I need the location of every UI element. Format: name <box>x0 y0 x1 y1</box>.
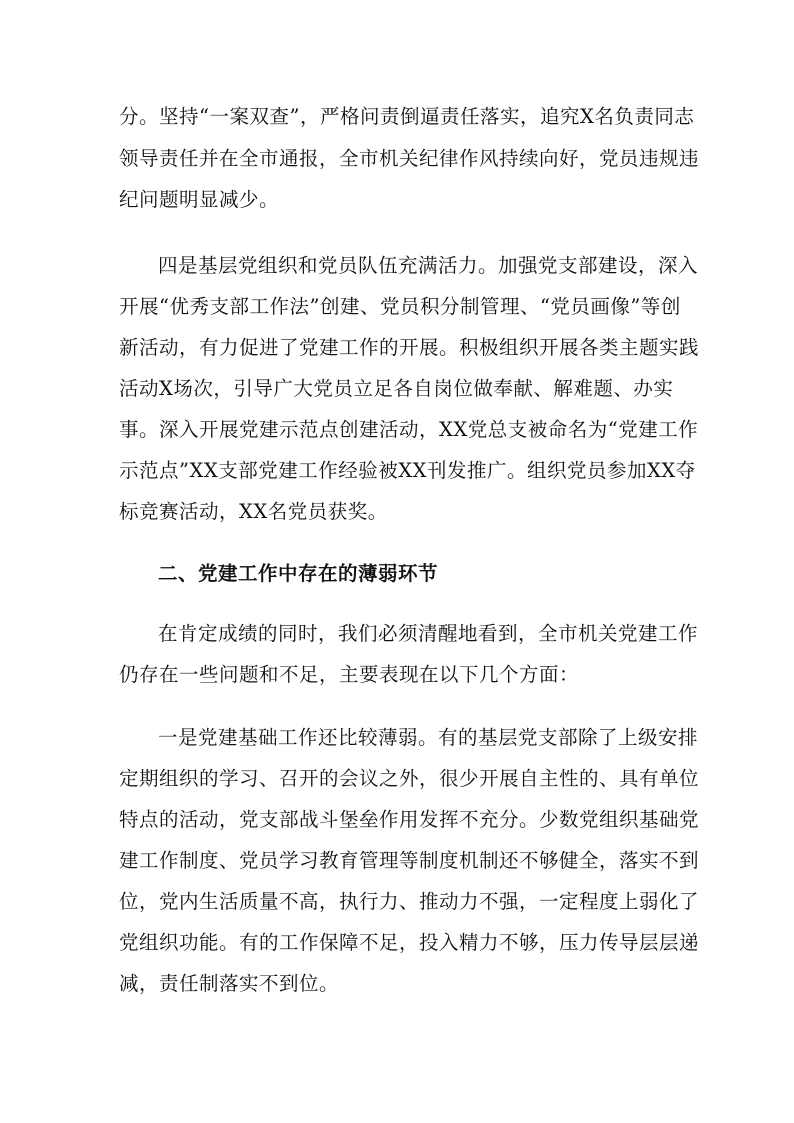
text-line <box>0 759 794 799</box>
text-line <box>0 800 794 840</box>
text-line-content: 活动X场次，引导广大党员立足各自岗位做奉献、解难题、办实 <box>119 377 674 400</box>
section-heading <box>0 554 794 594</box>
text-line <box>0 882 794 922</box>
text-line <box>0 841 794 881</box>
text-line-content: 领导责任并在全市通报，全市机关纪律作风持续向好，党员违规违 <box>119 147 700 170</box>
text-line-content: 党组织功能。有的工作保障不足，投入精力不够，压力传导层层递 <box>119 931 700 954</box>
text-line-content: 四是基层党组织和党员队伍充满活力。加强党支部建设，深入 <box>158 254 699 277</box>
text-line <box>0 614 794 654</box>
text-line <box>0 655 794 695</box>
text-line <box>0 180 794 220</box>
text-line-content: 新活动，有力促进了党建工作的开展。积极组织开展各类主题实践 <box>119 336 700 359</box>
section-heading-text: 二、党建工作中存在的薄弱环节 <box>158 562 439 585</box>
text-line <box>0 328 794 368</box>
text-line-content: 仍存在一些问题和不足，主要表现在以下几个方面： <box>119 663 580 686</box>
text-line-content: 在肯定成绩的同时，我们必须清醒地看到，全市机关党建工作 <box>158 622 699 645</box>
text-line <box>0 718 794 758</box>
text-line <box>0 964 794 1004</box>
text-line <box>0 923 794 963</box>
text-line <box>0 97 794 137</box>
text-line-content: 分。坚持“一案双查”，严格问责倒逼责任落实，追究X名负责同志 <box>119 105 695 128</box>
text-line-content: 纪问题明显减少。 <box>119 188 280 211</box>
text-line-content: 位，党内生活质量不高，执行力、推动力不强，一定程度上弱化了 <box>119 890 700 913</box>
text-line-content: 示范点”XX支部党建工作经验被XX刊发推广。组织党员参加XX夺 <box>119 459 696 482</box>
text-line-content: 减，责任制落实不到位。 <box>119 972 340 995</box>
text-line <box>0 246 794 286</box>
text-line <box>0 410 794 450</box>
text-line <box>0 139 794 179</box>
text-line <box>0 287 794 327</box>
text-line-content: 一是党建基础工作还比较薄弱。有的基层党支部除了上级安排 <box>158 726 699 749</box>
text-line-content: 开展“优秀支部工作法”创建、党员积分制管理、“党员画像”等创 <box>119 295 681 318</box>
text-line-content: 标竞赛活动，XX名党员获奖。 <box>119 500 388 523</box>
text-line <box>0 451 794 491</box>
text-line-content: 事。深入开展党建示范点创建活动，XX党总支被命名为“党建工作 <box>119 418 699 441</box>
text-line-content: 建工作制度、党员学习教育管理等制度机制还不够健全，落实不到 <box>119 849 700 872</box>
text-line-content: 定期组织的学习、召开的会议之外，很少开展自主性的、具有单位 <box>119 767 700 790</box>
text-line <box>0 492 794 532</box>
text-line <box>0 369 794 409</box>
text-line-content: 特点的活动，党支部战斗堡垒作用发挥不充分。少数党组织基础党 <box>119 808 700 831</box>
